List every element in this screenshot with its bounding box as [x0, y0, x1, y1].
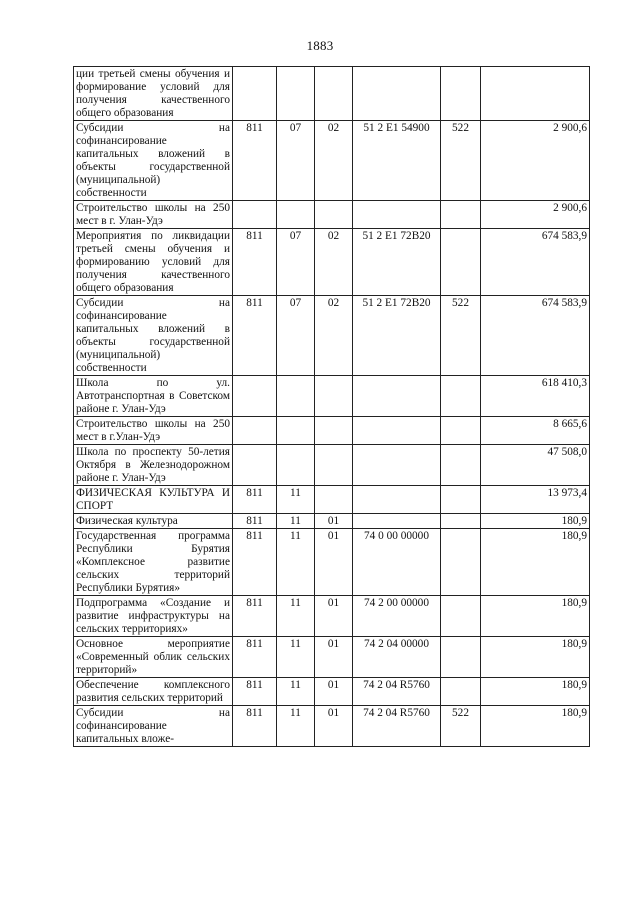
amount: 674 583,9 — [481, 296, 590, 376]
section-code — [277, 201, 315, 229]
table-row — [74, 706, 590, 747]
target-article-code — [353, 445, 441, 486]
row-name: Мероприятия по ликвидации третьей смены обучения и формированию условий для получения качественного общего образования — [74, 229, 233, 296]
expense-type-code — [441, 486, 481, 514]
section-code: 11 — [277, 529, 315, 596]
expense-type-code — [441, 67, 481, 121]
amount: 180,9 — [481, 706, 590, 747]
subsection-code: 01 — [315, 529, 353, 596]
amount: 618 410,3 — [481, 376, 590, 417]
section-code — [277, 445, 315, 486]
ministry-code: 811 — [233, 678, 277, 706]
subsection-code — [315, 445, 353, 486]
target-article-code: 51 2 E1 72B20 — [353, 229, 441, 296]
subsection-code: 01 — [315, 514, 353, 529]
table-row — [74, 121, 590, 201]
table-row — [74, 445, 590, 486]
target-article-code: 74 2 04 R5760 — [353, 706, 441, 747]
section-code: 07 — [277, 296, 315, 376]
amount: 180,9 — [481, 637, 590, 678]
section-code: 07 — [277, 121, 315, 201]
expense-type-code — [441, 529, 481, 596]
expense-type-code — [441, 514, 481, 529]
budget-table-body — [74, 67, 590, 747]
amount: 2 900,6 — [481, 201, 590, 229]
subsection-code: 01 — [315, 637, 353, 678]
target-article-code: 74 2 04 00000 — [353, 637, 441, 678]
section-code — [277, 376, 315, 417]
ministry-code — [233, 445, 277, 486]
target-article-code — [353, 486, 441, 514]
table-row — [74, 376, 590, 417]
subsection-code — [315, 201, 353, 229]
expense-type-code: 522 — [441, 296, 481, 376]
section-code: 11 — [277, 486, 315, 514]
section-code: 11 — [277, 596, 315, 637]
subsection-code: 01 — [315, 678, 353, 706]
row-name: Строительство школы на 250 мест в г. Улан-Удэ — [74, 201, 233, 229]
expense-type-code — [441, 417, 481, 445]
row-name: Обеспечение комплексного развития сельских территорий — [74, 678, 233, 706]
ministry-code: 811 — [233, 121, 277, 201]
row-name: Школа по проспекту 50-летия Октября в Железнодорожном районе г. Улан-Удэ — [74, 445, 233, 486]
ministry-code — [233, 67, 277, 121]
expense-type-code — [441, 229, 481, 296]
ministry-code: 811 — [233, 529, 277, 596]
amount: 47 508,0 — [481, 445, 590, 486]
expense-type-code — [441, 445, 481, 486]
table-row — [74, 596, 590, 637]
section-code: 11 — [277, 637, 315, 678]
table-row — [74, 229, 590, 296]
ministry-code — [233, 417, 277, 445]
table-row — [74, 529, 590, 596]
row-name: Государственная программа Республики Бурятия «Комплексное развитие сельских территорий Республики Бурятия» — [74, 529, 233, 596]
section-code: 11 — [277, 678, 315, 706]
subsection-code — [315, 376, 353, 417]
expense-type-code — [441, 678, 481, 706]
row-name: Субсидии на софинансирование капитальных вложений в объекты государственной (муниципальной) собственности — [74, 121, 233, 201]
row-name: ФИЗИЧЕСКАЯ КУЛЬТУРА И СПОРТ — [74, 486, 233, 514]
target-article-code — [353, 376, 441, 417]
amount: 8 665,6 — [481, 417, 590, 445]
target-article-code — [353, 514, 441, 529]
target-article-code: 51 2 E1 54900 — [353, 121, 441, 201]
subsection-code: 01 — [315, 706, 353, 747]
budget-table — [73, 66, 590, 747]
section-code: 11 — [277, 706, 315, 747]
amount: 180,9 — [481, 678, 590, 706]
expense-type-code — [441, 637, 481, 678]
ministry-code: 811 — [233, 296, 277, 376]
row-name: Школа по ул. Автотранспортная в Советском районе г. Улан-Удэ — [74, 376, 233, 417]
ministry-code: 811 — [233, 229, 277, 296]
amount: 180,9 — [481, 529, 590, 596]
expense-type-code — [441, 596, 481, 637]
row-name: Подпрограмма «Создание и развитие инфраструктуры на сельских территориях» — [74, 596, 233, 637]
table-row — [74, 678, 590, 706]
table-row — [74, 514, 590, 529]
row-name: Субсидии на софинансирование капитальных вложений в объекты государственной (муниципальной) собственности — [74, 296, 233, 376]
row-name: ции третьей смены обучения и формирование условий для получения качественного общего образования — [74, 67, 233, 121]
table-row — [74, 201, 590, 229]
subsection-code: 02 — [315, 229, 353, 296]
page-number: 1883 — [306, 38, 334, 53]
row-name: Физическая культура — [74, 514, 233, 529]
target-article-code: 51 2 E1 72B20 — [353, 296, 441, 376]
expense-type-code: 522 — [441, 121, 481, 201]
section-code — [277, 67, 315, 121]
target-article-code — [353, 417, 441, 445]
row-name: Субсидии на софинансирование капитальных вложе- — [74, 706, 233, 747]
amount: 180,9 — [481, 514, 590, 529]
row-name: Основное мероприятие «Современный облик сельских территорий» — [74, 637, 233, 678]
target-article-code — [353, 201, 441, 229]
ministry-code: 811 — [233, 596, 277, 637]
target-article-code: 74 2 04 R5760 — [353, 678, 441, 706]
ministry-code — [233, 376, 277, 417]
amount: 180,9 — [481, 596, 590, 637]
expense-type-code — [441, 201, 481, 229]
subsection-code: 02 — [315, 121, 353, 201]
table-row — [74, 67, 590, 121]
ministry-code: 811 — [233, 706, 277, 747]
section-code: 11 — [277, 514, 315, 529]
ministry-code: 811 — [233, 486, 277, 514]
ministry-code: 811 — [233, 514, 277, 529]
target-article-code — [353, 67, 441, 121]
expense-type-code — [441, 376, 481, 417]
amount — [481, 67, 590, 121]
subsection-code: 02 — [315, 296, 353, 376]
section-code — [277, 417, 315, 445]
amount: 2 900,6 — [481, 121, 590, 201]
ministry-code: 811 — [233, 637, 277, 678]
table-row — [74, 486, 590, 514]
table-row — [74, 637, 590, 678]
table-row — [74, 417, 590, 445]
target-article-code: 74 2 00 00000 — [353, 596, 441, 637]
subsection-code — [315, 67, 353, 121]
amount: 13 973,4 — [481, 486, 590, 514]
amount: 674 583,9 — [481, 229, 590, 296]
row-name: Строительство школы на 250 мест в г.Улан-Удэ — [74, 417, 233, 445]
table-row — [74, 296, 590, 376]
subsection-code: 01 — [315, 596, 353, 637]
target-article-code: 74 0 00 00000 — [353, 529, 441, 596]
ministry-code — [233, 201, 277, 229]
subsection-code — [315, 486, 353, 514]
subsection-code — [315, 417, 353, 445]
section-code: 07 — [277, 229, 315, 296]
expense-type-code: 522 — [441, 706, 481, 747]
